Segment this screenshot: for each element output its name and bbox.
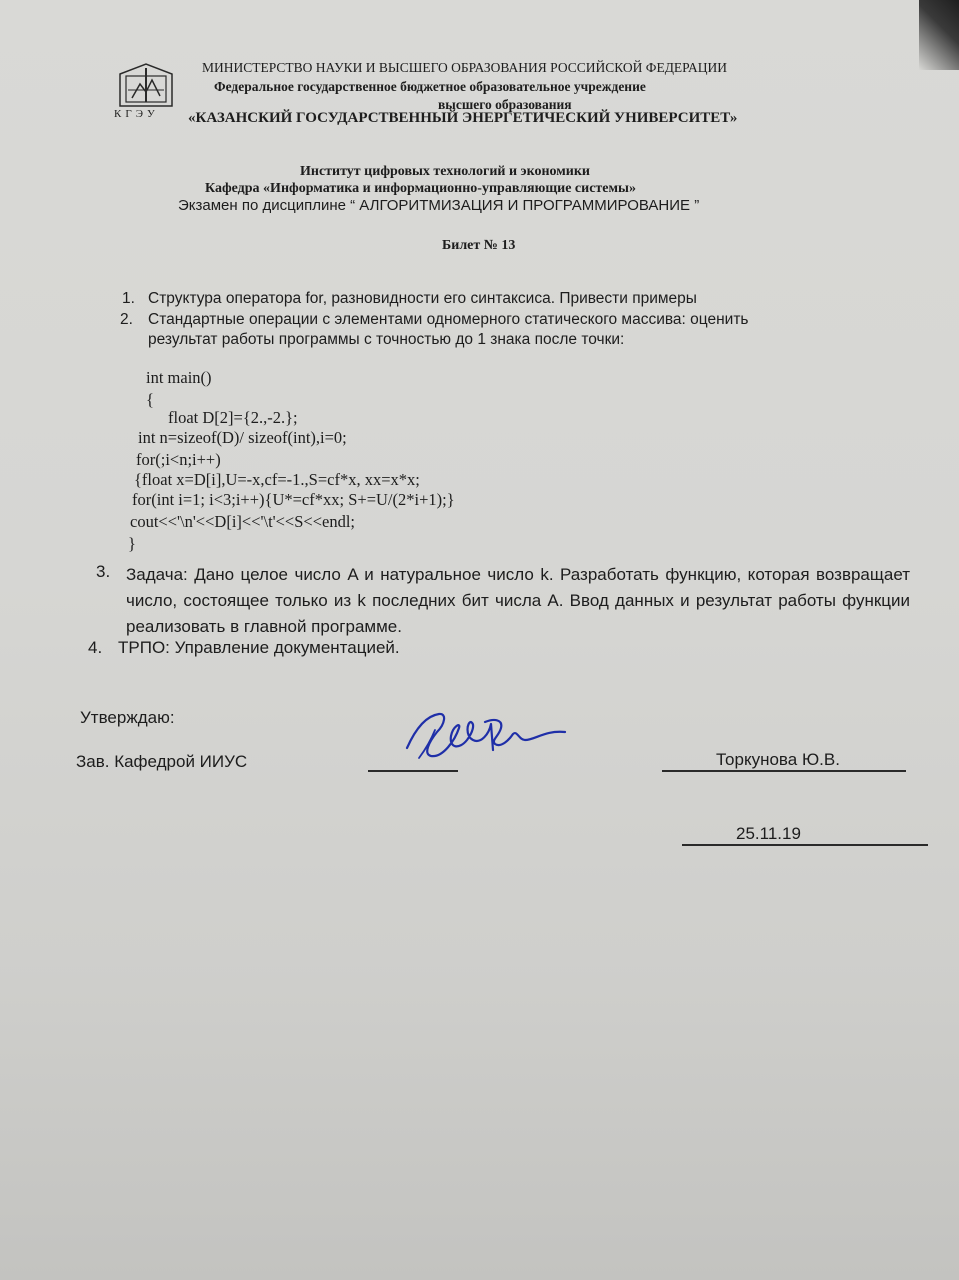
approval-date: 25.11.19 — [736, 824, 801, 843]
ticket-number: Билет № 13 — [442, 238, 516, 253]
ministry-title: МИНИСТЕРСТВО НАУКИ И ВЫСШЕГО ОБРАЗОВАНИЯ РОССИЙСКОЙ ФЕДЕРАЦИИ — [202, 60, 727, 75]
signer-name: Торкунова Ю.В. — [716, 750, 840, 769]
question-3-number: 3. — [96, 562, 111, 581]
code-line: for(int i=1; i<3;i++){U*=cf*xx; S+=U/(2*i+1);} — [132, 490, 455, 509]
question-1-text: Структура оператора for, разновидности его синтаксиса. Привести примеры — [148, 290, 697, 307]
code-line: float D[2]={2.,-2.}; — [168, 408, 298, 427]
institute-title: Институт цифровых технологий и экономики — [300, 164, 591, 179]
institution-type-line2: высшего образования — [438, 97, 572, 112]
logo-caption: КГЭУ — [114, 108, 159, 120]
question-4-number: 4. — [88, 638, 103, 657]
institution-type-line1: Федеральное государственное бюджетное образовательное учреждение — [214, 79, 646, 94]
background-shadow — [919, 0, 959, 70]
question-1-number: 1. — [122, 290, 135, 307]
head-of-department-label: Зав. Кафедрой ИИУС — [76, 752, 248, 771]
question-3-text: Задача: Дано целое число A и натуральное число k. Разработать функцию, которая возвращает число, состоящее только из k последних бит числа A. Ввод данных и результат работы функции реализовать в главной программе. — [126, 565, 910, 636]
approve-label: Утверждаю: — [80, 708, 175, 727]
name-underline — [662, 770, 906, 772]
code-line: } — [128, 534, 136, 553]
exam-title: Экзамен по дисциплине “ АЛГОРИТМИЗАЦИЯ И ПРОГРАММИРОВАНИЕ ” — [178, 197, 700, 214]
question-2-text-cont: результат работы программы с точностью до 1 знака после точки: — [148, 331, 625, 348]
department-title: Кафедра «Информатика и информационно-управляющие системы» — [205, 181, 636, 196]
handwritten-signature — [395, 700, 575, 775]
code-line: { — [146, 390, 154, 409]
question-2-text: Стандартные операции с элементами одномерного статического массива: оценить — [148, 311, 749, 328]
date-underline — [682, 844, 928, 846]
code-line: int n=sizeof(D)/ sizeof(int),i=0; — [138, 428, 347, 447]
code-line: cout<<'\n'<<D[i]<<'\t'<<S<<endl; — [130, 512, 356, 531]
question-4-text: ТРПО: Управление документацией. — [118, 638, 400, 657]
code-line: for(;i<n;i++) — [136, 450, 221, 469]
question-2-number: 2. — [120, 311, 133, 328]
code-line: int main() — [146, 368, 212, 387]
code-line: {float x=D[i],U=-x,cf=-1.,S=cf*x, xx=x*x; — [134, 470, 420, 489]
university-name: «КАЗАНСКИЙ ГОСУДАРСТВЕННЫЙ ЭНЕРГЕТИЧЕСКИЙ УНИВЕРСИТЕТ» — [188, 110, 738, 126]
